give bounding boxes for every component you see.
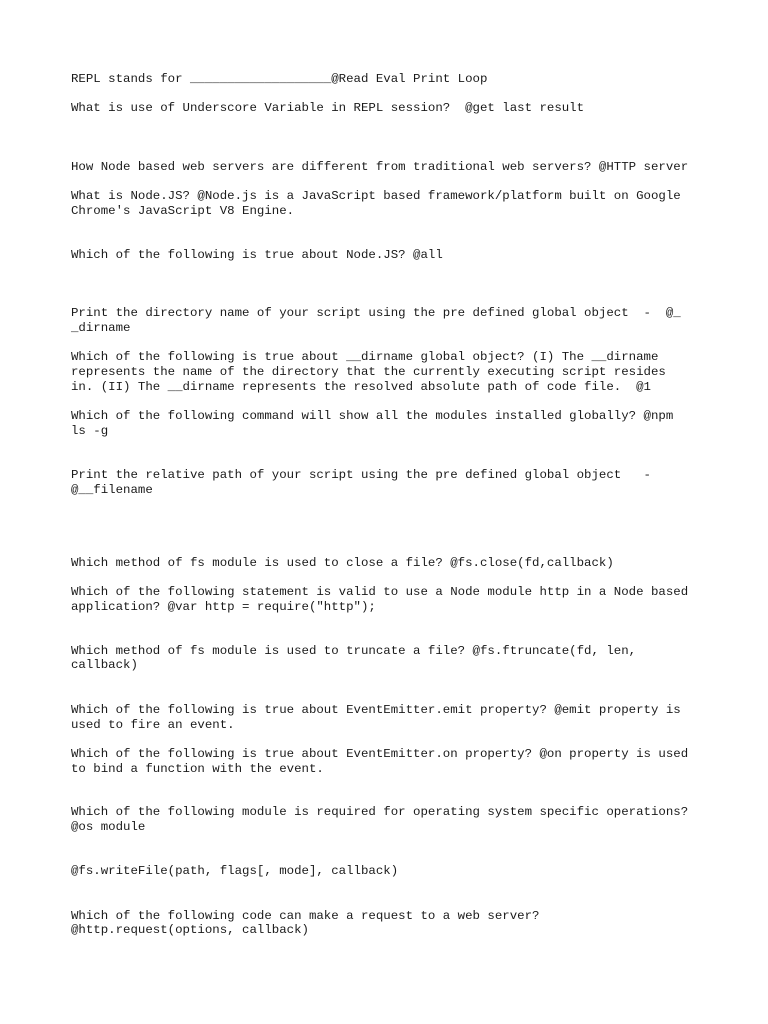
text-line: Print the directory name of your script using the pre defined global object - @_	[71, 306, 681, 320]
text-line: Which of the following module is required for operating system specific operations?	[71, 805, 689, 819]
text-line: Which of the following is true about __dirname global object? (I) The __dirname	[71, 350, 659, 364]
text-line: to bind a function with the event.	[71, 762, 324, 776]
text-line: @fs.writeFile(path, flags[, mode], callback)	[71, 864, 399, 878]
text-line: Which of the following code can make a request to a web server?	[71, 909, 540, 923]
text-line: callback)	[71, 658, 138, 672]
text-line: What is Node.JS? @Node.js is a JavaScript based framework/platform built on Google	[71, 189, 681, 203]
text-line: What is use of Underscore Variable in REPL session? @get last result	[71, 101, 585, 115]
text-line: _dirname	[71, 321, 131, 335]
text-line: ls -g	[71, 424, 109, 438]
text-line: @__filename	[71, 483, 153, 497]
text-line: Which of the following is true about Node.JS? @all	[71, 248, 443, 262]
text-line: REPL stands for ___________________@Read Eval Print Loop	[71, 72, 488, 86]
text-line: How Node based web servers are different from traditional web servers? @HTTP server	[71, 160, 689, 174]
text-line: Chrome's JavaScript V8 Engine.	[71, 204, 295, 218]
text-line: Which of the following command will show all the modules installed globally? @npm	[71, 409, 674, 423]
text-line: Which of the following is true about EventEmitter.on property? @on property is used	[71, 747, 689, 761]
text-line: @os module	[71, 820, 146, 834]
text-line: application? @var http = require("http");	[71, 600, 376, 614]
text-line: Which of the following statement is valid to use a Node module http in a Node based	[71, 585, 689, 599]
text-line: Which method of fs module is used to close a file? @fs.close(fd,callback)	[71, 556, 614, 570]
text-line: represents the name of the directory that the currently executing script resides	[71, 365, 666, 379]
text-line: in. (II) The __dirname represents the resolved absolute path of code file. @1	[71, 380, 651, 394]
text-line: Which of the following is true about EventEmitter.emit property? @emit property is	[71, 703, 681, 717]
text-line: used to fire an event.	[71, 718, 235, 732]
text-line: Print the relative path of your script using the pre defined global object -	[71, 468, 651, 482]
text-line: Which method of fs module is used to truncate a file? @fs.ftruncate(fd, len,	[71, 644, 637, 658]
text-line: @http.request(options, callback)	[71, 923, 309, 937]
